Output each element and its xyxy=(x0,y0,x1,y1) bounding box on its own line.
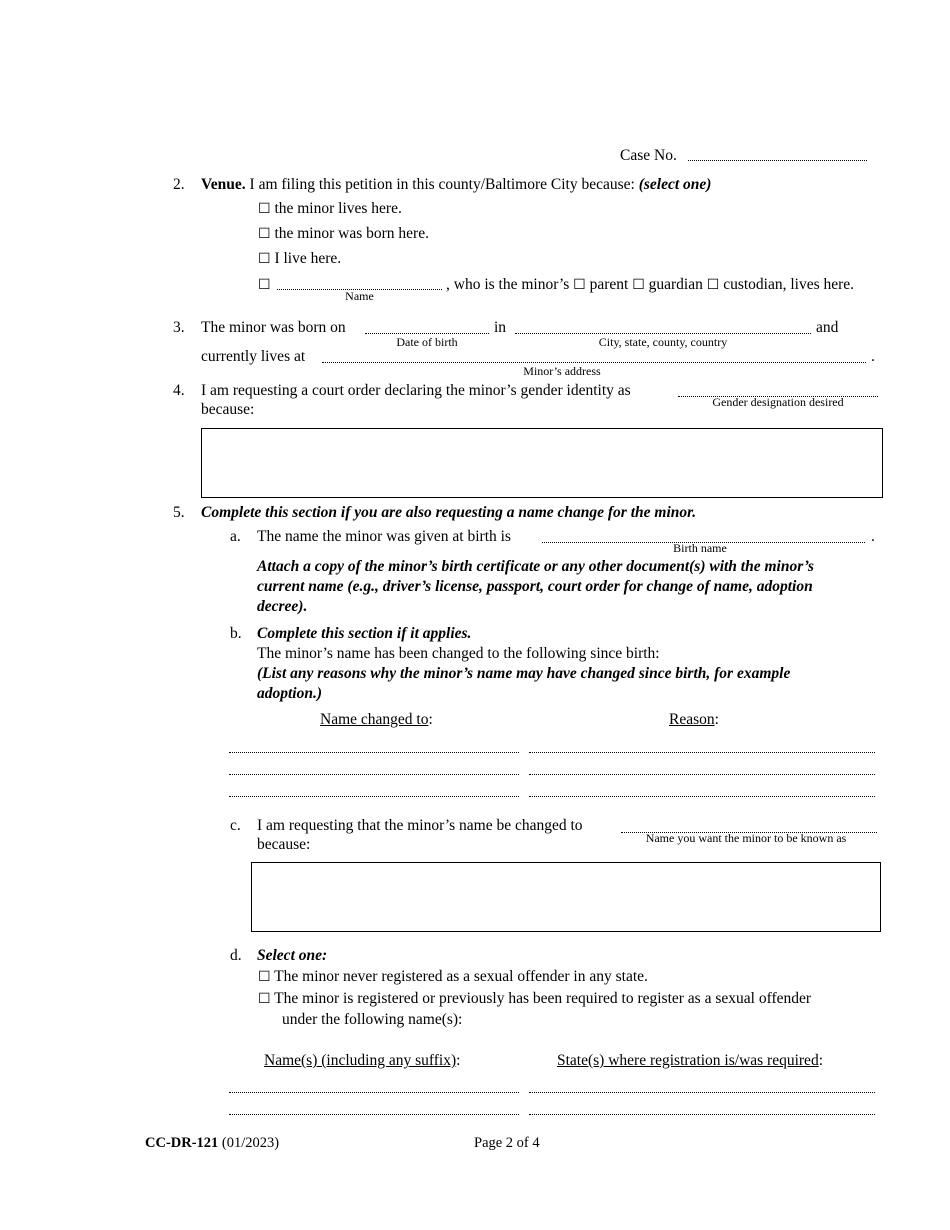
reason-field-3[interactable] xyxy=(529,796,875,797)
venue-text: I am filing this petition in this county/Baltimore City because: xyxy=(249,176,635,193)
colon: : xyxy=(714,711,719,728)
birthplace-field[interactable] xyxy=(515,333,811,334)
item-b-text: The minor’s name has been changed to the following since birth: xyxy=(257,645,660,662)
gender-request-text: I am requesting a court order declaring the minor’s gender identity as xyxy=(201,382,631,399)
page-number: Page 2 of 4 xyxy=(474,1135,540,1151)
reason-field-2[interactable] xyxy=(529,774,875,775)
registered-label-cont: under the following name(s): xyxy=(282,1011,463,1028)
section-2-number: 2. xyxy=(173,176,185,193)
custodian-label: custodian, lives here. xyxy=(723,276,855,293)
address-field[interactable] xyxy=(322,362,866,363)
never-registered-option[interactable] xyxy=(258,968,648,986)
name-change-reason-textbox[interactable] xyxy=(251,862,881,932)
offender-names-header-text: Name(s) (including any suffix) xyxy=(264,1052,457,1069)
new-name-caption: Name you want the minor to be known as xyxy=(645,831,847,845)
gender-caption: Gender designation desired xyxy=(712,395,844,409)
colon: : xyxy=(456,1052,461,1069)
checkbox-icon[interactable]: ☐ xyxy=(258,991,271,1007)
colon: : xyxy=(428,711,433,728)
item-d-letter: d. xyxy=(230,947,242,964)
offender-name-field-1[interactable] xyxy=(229,1092,519,1093)
registration-state-field-2[interactable] xyxy=(529,1114,875,1115)
item-b-letter: b. xyxy=(230,625,242,642)
venue-option-minor-lives[interactable] xyxy=(258,200,402,218)
section-2-heading xyxy=(201,176,711,194)
item-c-letter: c. xyxy=(230,817,241,834)
birthplace-caption: City, state, county, country xyxy=(598,335,728,349)
new-name-label: I am requesting that the minor’s name be changed to xyxy=(257,817,583,834)
item-d-title: Select one: xyxy=(257,947,328,964)
birth-name-caption: Birth name xyxy=(673,541,727,555)
address-period: . xyxy=(871,348,875,365)
registered-label: The minor is registered or previously has been required to register as a sexual offender xyxy=(274,990,812,1007)
born-on-label: The minor was born on xyxy=(201,319,346,336)
name-caption: Name xyxy=(345,289,374,303)
offender-name-field-2[interactable] xyxy=(229,1114,519,1115)
venue-option-i-live[interactable] xyxy=(258,250,341,268)
parent-label: parent xyxy=(589,276,629,293)
checkbox-icon[interactable]: ☐ xyxy=(258,226,271,242)
checkbox-icon[interactable]: ☐ xyxy=(258,969,271,985)
guardian-checkbox[interactable]: ☐ xyxy=(632,277,645,293)
reason-field-1[interactable] xyxy=(529,752,875,753)
colon: : xyxy=(818,1052,824,1069)
reason-header xyxy=(669,711,719,729)
venue-instruction: (select one) xyxy=(638,176,712,193)
venue-option-minor-born[interactable] xyxy=(258,225,429,243)
checkbox-icon[interactable]: ☐ xyxy=(258,251,271,267)
case-no-field[interactable] xyxy=(688,160,867,161)
attach-line-3: decree). xyxy=(257,598,308,615)
lives-at-label: currently lives at xyxy=(201,348,306,365)
gender-because-label: because: xyxy=(201,401,255,418)
section-4-number: 4. xyxy=(173,382,185,399)
venue-option-label: the minor was born here. xyxy=(274,225,429,242)
registration-state-field-1[interactable] xyxy=(529,1092,875,1093)
dob-caption: Date of birth xyxy=(396,335,458,349)
venue-other-mid: , who is the minor’s xyxy=(446,276,570,293)
venue-option-other[interactable] xyxy=(258,276,271,294)
item-b-title: Complete this section if it applies. xyxy=(257,625,472,642)
name-changed-field-1[interactable] xyxy=(229,752,519,753)
section-5-number: 5. xyxy=(173,504,185,521)
custodian-checkbox[interactable]: ☐ xyxy=(706,277,720,293)
venue-option-label: the minor lives here. xyxy=(274,200,402,217)
guardian-label: guardian xyxy=(648,276,703,293)
attach-line-1: Attach a copy of the minor’s birth certificate or any other document(s) with the minor’s xyxy=(257,558,814,575)
item-b-list-1: (List any reasons why the minor’s name may have changed since birth, for example xyxy=(257,665,791,682)
registration-states-header-text: State(s) where registration is/was required xyxy=(557,1052,819,1069)
item-b-list-2: adoption.) xyxy=(257,685,323,702)
section-3-number: 3. xyxy=(173,319,185,336)
never-registered-label: The minor never registered as a sexual offender in any state. xyxy=(274,968,648,985)
name-changed-header xyxy=(320,711,433,729)
offender-names-header xyxy=(264,1052,460,1070)
name-changed-header-text: Name changed to xyxy=(320,711,429,728)
checkbox-icon[interactable]: ☐ xyxy=(258,201,271,217)
venue-title: Venue. xyxy=(201,176,246,193)
case-no-label: Case No. xyxy=(620,147,677,164)
registered-option[interactable] xyxy=(258,990,811,1008)
birth-name-label: The name the minor was given at birth is xyxy=(257,528,511,545)
section-5-title: Complete this section if you are also requesting a name change for the minor. xyxy=(201,504,697,521)
new-name-because-label: because: xyxy=(257,836,311,853)
in-label: in xyxy=(494,319,507,336)
address-caption: Minor’s address xyxy=(523,364,601,378)
venue-other-text xyxy=(446,276,854,294)
attach-line-2: current name (e.g., driver’s license, passport, court order for change of name, adoption xyxy=(257,578,813,595)
checkbox-icon[interactable]: ☐ xyxy=(258,277,271,293)
and-label: and xyxy=(816,319,839,336)
form-date: (01/2023) xyxy=(221,1135,280,1151)
reason-header-text: Reason xyxy=(669,711,715,728)
birth-name-period: . xyxy=(871,528,875,545)
parent-checkbox[interactable]: ☐ xyxy=(573,277,586,293)
form-id xyxy=(145,1134,279,1152)
registration-states-header xyxy=(557,1052,823,1070)
dob-field[interactable] xyxy=(365,333,489,334)
form-id-code: CC-DR-121 xyxy=(145,1135,219,1151)
item-a-letter: a. xyxy=(230,528,241,545)
venue-option-label: I live here. xyxy=(274,250,342,267)
gender-reason-textbox[interactable] xyxy=(201,428,883,498)
name-changed-field-3[interactable] xyxy=(229,796,519,797)
name-changed-field-2[interactable] xyxy=(229,774,519,775)
